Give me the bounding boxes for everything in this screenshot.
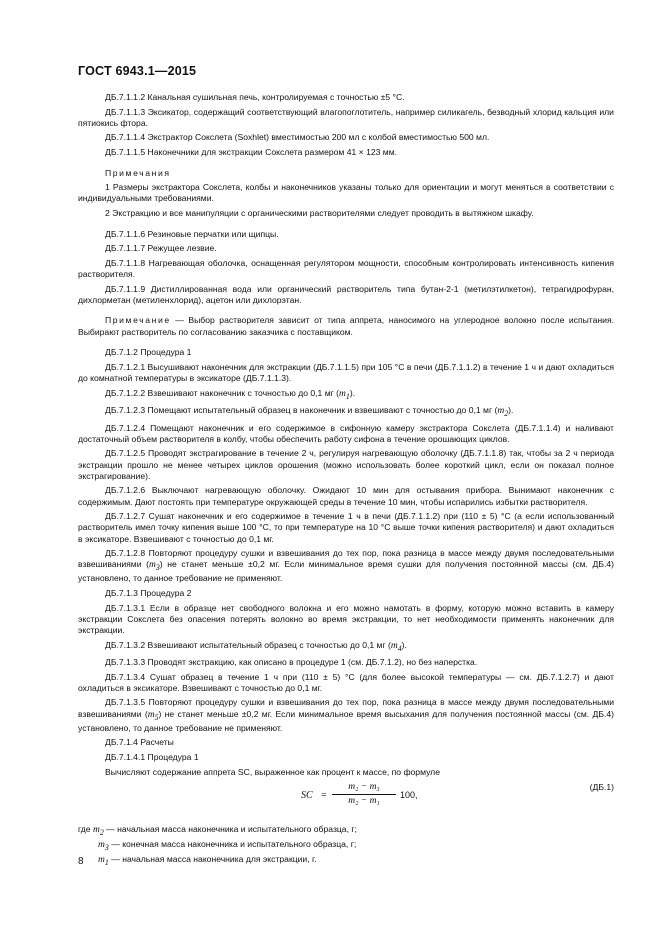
mass-subscript: 3 xyxy=(155,563,160,573)
paragraph: ДБ.7.1.3.3 Проводят экстракцию, как описано в процедуре 1 (см. ДБ.7.1.2), но без наперстка. xyxy=(105,657,478,668)
mass-variable: $m_2$ xyxy=(92,824,104,837)
mass-variable: $m_2$ xyxy=(497,406,509,418)
paragraph: ДБ.7.1.2 Процедура 1 xyxy=(105,347,192,358)
paragraph: ДБ.7.1.3.2 Взвешивают испытательный образец с точностью до 0,1 мг $(m_4)$. xyxy=(105,639,407,653)
paragraph: ДБ.7.1.2.7 Сушат наконечник и его содержимое в течение 1 ч в печи (ДБ.7.1.1.2) при (110 ± 5) °С (а если использованный растворитель имел точку кипения выше 100 °С, то при температуре на 10 °С выше точки кипения растворителя) и дают охладиться в эксикаторе. Взвешивают с точностью до 0,1 мг. xyxy=(78,511,614,544)
paragraph: ДБ.7.1.1.5 Наконечники для экстракции Сокслета размером 41 × 123 мм. xyxy=(105,146,398,157)
paragraph: ДБ.7.1.3.5 Повторяют процедуру сушки и взвешивания до тех пор, пока разница в массе между двумя последовательными взвешиваниями $(m_5)$ не станет меньше ±0,2 мг. Если минимальное время высыхания для получения постоянной массы (см. ДБ.4) установлено, то данное требование не применяют. xyxy=(78,697,614,733)
paragraph: ДБ.7.1.1.9 Дистиллированная вода или органический растворитель типа бутан-2-1 (метилэтилкетон), тетрагидрофуран, дихлорметан (метиленхлорид), ацетон или дихлорэтан. xyxy=(78,283,614,305)
paragraph: ДБ.7.1.2.6 Выключают нагревающую оболочку. Ожидают 10 мин для остывания прибора. Вынимают наконечник с содержимым. Дают постоять при температуре окружающей среды в течение 10 мин, чтобы испарились избытки растворителя. xyxy=(78,485,614,507)
paragraph: ДБ.7.1.2.2 Взвешивают наконечник с точностью до 0,1 мг $(m_1)$. xyxy=(105,387,356,401)
document-header: ГОСТ 6943.1—2015 xyxy=(78,64,197,78)
mass-subscript: 2 xyxy=(99,827,104,837)
mass-subscript: 4 xyxy=(397,643,402,653)
mass-variable: $m_4$ xyxy=(390,640,402,653)
mass-variable: $m_3$ xyxy=(148,560,160,573)
paragraph: ДБ.7.1.3.4 Сушат образец в течение 1 ч при (110 ± 5) °С (для более высокой температуры — см. ДБ.7.1.2.7) и дают охладиться в эксикаторе. Взвешивают с точностью до 0,1 мг. xyxy=(78,671,614,693)
paragraph: Вычисляют содержание аппрета SC, выраженное как процент к массе, по формуле xyxy=(105,766,440,777)
paragraph: ДБ.7.1.2.5 Проводят экстрагирование в течение 2 ч, регулируя нагревающую оболочку (ДБ.7.1.1.8) так, чтобы за 2 ч периода экстракции прошло не менее четырех циклов орошения (можно использовать более короткий цикл, если он показал полное экстрагирование). xyxy=(78,448,614,481)
paragraph: ДБ.7.1.4.1 Процедура 1 xyxy=(105,751,199,762)
paragraph: ДБ.7.1.2.1 Высушивают наконечник для экстракции (ДБ.7.1.1.5) при 105 °С в печи (ДБ.7.1.1.2) в течение 1 ч и дают охладиться до комнатной температуры в эксикаторе (ДБ.7.1.1.3). xyxy=(78,361,614,383)
mass-variable: $m_5$ xyxy=(147,709,159,722)
paragraph: ДБ.7.1.2.4 Помещают наконечник и его содержимое в сифонную камеру экстрактора Сокслета (ДБ.7.1.1.4) и наливают достаточный объем растворителя в колбу, чтобы обеспечить работу сифона в течение орошающих циклов. xyxy=(78,422,614,444)
formula-denominator: m₂ − m₁ xyxy=(348,795,380,806)
legend-line: $m_1$ — начальная масса наконечника для экстракции, г. xyxy=(98,853,317,867)
mass-subscript: 3 xyxy=(104,842,109,852)
formula-reference: (ДБ.1) xyxy=(589,781,614,792)
paragraph: ДБ.7.1.4 Расчеты xyxy=(105,737,174,748)
paragraph: ДБ.7.1.3.1 Если в образце нет свободного волокна и его можно намотать в форму, которую можно вставить в камеру экстракции Сокслета без опасения потерять волокно во время экстракции, то нет необходимости применять наконечник для экстракции. xyxy=(78,602,614,635)
document-body xyxy=(78,92,614,869)
mass-subscript: 5 xyxy=(154,712,159,722)
legend-line: где $m_2$ — начальная масса наконечника и испытательного образца, г; xyxy=(78,823,357,837)
paragraph: 2 Экстракцию и все манипуляции с органическими растворителями следует проводить в вытяжном шкафу. xyxy=(105,207,534,218)
mass-subscript: 1 xyxy=(104,857,109,867)
page-number: 8 xyxy=(78,856,84,867)
paragraph: Примечание — Выбор растворителя зависит от типа аппрета, наносимого на углеродное волокно после испытания. Выбирают растворитель по согласованию заказчика с поставщиком. xyxy=(78,315,614,337)
paragraph: ДБ.7.1.1.2 Канальная сушильная печь, контролируемая с точностью ±5 °С. xyxy=(105,92,405,102)
notes-heading: Примечания xyxy=(105,167,171,178)
paragraph: ДБ.7.1.3 Процедура 2 xyxy=(105,587,192,598)
formula-numerator: m₂ − m₃ xyxy=(332,782,396,795)
mass-variable: $m_1$ xyxy=(339,388,350,401)
formula-db1 xyxy=(78,782,614,816)
formula-fraction xyxy=(332,782,396,807)
mass-subscript: 1 xyxy=(345,391,350,401)
paragraph: ДБ.7.1.1.3 Эксикатор, содержащий соответствующий влагопоглотитель, например силикагель, безводный хлорид кальция или пятиокись фтора. xyxy=(78,106,614,128)
note-label: Примечание xyxy=(105,315,171,326)
legend-line: $m_3$ — конечная масса наконечника и испытательного образца, г; xyxy=(98,838,357,852)
paragraph: ДБ.7.1.1.6 Резиновые перчатки или щипцы. xyxy=(105,228,279,239)
formula-equals: = xyxy=(321,789,327,801)
paragraph: ДБ.7.1.1.7 Режущее лезвие. xyxy=(105,243,217,254)
mass-variable: $m_3$ xyxy=(98,839,109,852)
formula-multiplier: 100, xyxy=(400,789,418,800)
paragraph: ДБ.7.1.1.8 Нагревающая оболочка, оснащенная регулятором мощности, способным контролировать интенсивность кипения растворителя. xyxy=(78,257,614,279)
paragraph: ДБ.7.1.2.3 Помещают испытательный образец в наконечник и взвешивают с точностью до 0,1 мг $(m_2)$. xyxy=(105,405,514,418)
paragraph: ДБ.7.1.1.4 Экстрактор Сокслета (Soxhlet) вместимостью 200 мл с колбой вместимостью 500 мл. xyxy=(105,132,490,143)
formula-lhs: SC xyxy=(301,789,313,801)
mass-variable: $m_1$ xyxy=(98,854,109,867)
paragraph: ДБ.7.1.2.8 Повторяют процедуру сушки и взвешивания до тех пор, пока разница в массе между двумя последовательными взвешиваниями $(m_3)$ не станет меньше ±0,2 мг. Если минимальное время сушки для получения постоянной массы (см. ДБ.4) установлено, то данное требование не применяют. xyxy=(78,548,614,584)
paragraph xyxy=(78,168,614,179)
paragraph: 1 Размеры экстрактора Сокслета, колбы и наконечников указаны только для ориентации и могут меняться в соответствии с индивидуальными требованиями. xyxy=(78,182,614,204)
mass-subscript: 2 xyxy=(504,408,509,418)
